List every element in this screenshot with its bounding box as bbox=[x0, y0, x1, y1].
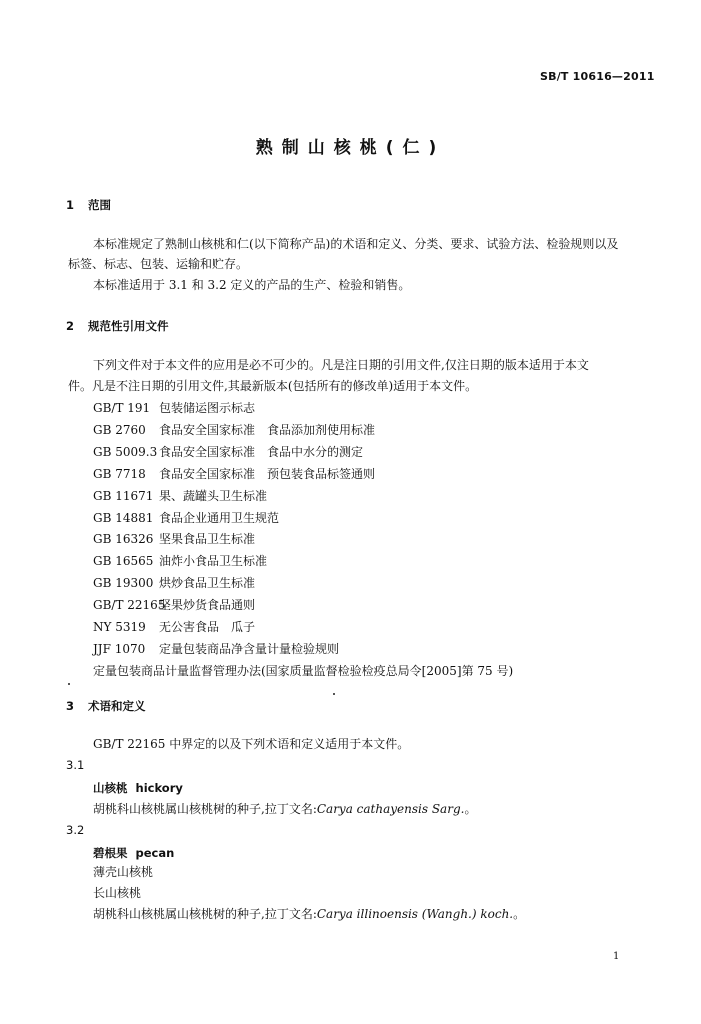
section-2-intro-line1: 下列文件对于本文件的应用是必不可少的。凡是注日期的引用文件,仅注日期的版本适用于本文 bbox=[93, 358, 589, 372]
reference-title: 食品安全国家标准 食品添加剂使用标准 bbox=[159, 423, 376, 437]
clause-3-2-synonym: 长山核桃 bbox=[93, 886, 142, 900]
reference-title: 烘炒食品卫生标准 bbox=[159, 576, 256, 590]
reference-item bbox=[93, 443, 363, 460]
reference-title: 食品安全国家标准 食品中水分的测定 bbox=[159, 445, 364, 459]
page-number: 1 bbox=[613, 951, 620, 962]
reference-code: GB 16565 bbox=[93, 554, 154, 568]
latin-name: Carya cathayensis Sarg. bbox=[316, 802, 465, 816]
clause-3-1-definition bbox=[93, 799, 476, 819]
section-3-number: 3 bbox=[66, 699, 75, 713]
definition-end: 。 bbox=[513, 907, 526, 921]
reference-item bbox=[93, 574, 255, 591]
reference-title: 油炸小食品卫生标准 bbox=[159, 554, 268, 568]
term-chinese: 碧根果 bbox=[93, 846, 128, 860]
section-1-para1-line1: 本标准规定了熟制山核桃和仁(以下简称产品)的术语和定义、分类、要求、试验方法、检验规则以及 bbox=[93, 237, 619, 251]
reference-item bbox=[93, 552, 267, 569]
term-english: pecan bbox=[135, 846, 175, 860]
section-2-title: 规范性引用文件 bbox=[88, 319, 169, 333]
reference-item bbox=[93, 596, 255, 613]
reference-item bbox=[93, 465, 375, 482]
reference-code: GB 16326 bbox=[93, 532, 154, 546]
reference-code: GB 19300 bbox=[93, 576, 154, 590]
reference-title: 包装储运图示标志 bbox=[159, 401, 256, 415]
reference-last: 定量包装商品计量监督管理办法(国家质量监督检验检疫总局令[2005]第 75 号) bbox=[93, 664, 514, 678]
reference-title: 坚果食品卫生标准 bbox=[159, 532, 256, 546]
reference-item bbox=[93, 509, 279, 526]
section-2-heading bbox=[66, 318, 169, 334]
document-title: 熟制山核桃(仁) bbox=[255, 138, 446, 158]
section-2-number: 2 bbox=[66, 319, 75, 333]
reference-code: GB 5009.3 bbox=[93, 445, 158, 459]
section-1-title: 范围 bbox=[88, 198, 111, 212]
reference-code: GB 2760 bbox=[93, 423, 146, 437]
section-3-intro: GB/T 22165 中界定的以及下列术语和定义适用于本文件。 bbox=[93, 737, 410, 751]
definition-text: 胡桃科山核桃属山核桃树的种子,拉丁文名: bbox=[93, 907, 317, 921]
reference-item bbox=[93, 487, 267, 504]
reference-item bbox=[93, 421, 375, 438]
reference-code: GB/T 191 bbox=[93, 401, 151, 415]
reference-title: 食品企业通用卫生规范 bbox=[159, 511, 280, 525]
term-english: hickory bbox=[135, 781, 183, 795]
clause-3-2-term bbox=[93, 845, 174, 861]
scan-speck bbox=[333, 693, 335, 695]
reference-code: NY 5319 bbox=[93, 620, 146, 634]
section-1-para2: 本标准适用于 3.1 和 3.2 定义的产品的生产、检验和销售。 bbox=[93, 278, 411, 292]
standard-code: SB/T 10616—2011 bbox=[540, 70, 655, 83]
reference-title: 坚果炒货食品通则 bbox=[159, 598, 256, 612]
clause-3-2-synonym: 薄壳山核桃 bbox=[93, 865, 154, 879]
reference-code: GB 14881 bbox=[93, 511, 154, 525]
reference-item bbox=[93, 530, 255, 547]
section-1-heading bbox=[66, 197, 111, 213]
section-1-para1-line2: 标签、标志、包装、运输和贮存。 bbox=[68, 257, 249, 271]
reference-code: GB 7718 bbox=[93, 467, 146, 481]
reference-title: 无公害食品 瓜子 bbox=[159, 620, 256, 634]
reference-code: JJF 1070 bbox=[93, 642, 146, 656]
section-3-title: 术语和定义 bbox=[88, 699, 146, 713]
definition-end: 。 bbox=[464, 802, 477, 816]
latin-name: Carya illinoensis (Wangh.) koch. bbox=[316, 907, 514, 921]
reference-title: 果、蔬罐头卫生标准 bbox=[159, 489, 268, 503]
section-3-heading bbox=[66, 698, 146, 714]
clause-3-1-number: 3.1 bbox=[66, 758, 85, 772]
reference-code: GB 11671 bbox=[93, 489, 154, 503]
clause-3-2-definition bbox=[93, 904, 525, 924]
clause-3-1-term bbox=[93, 780, 183, 796]
reference-item bbox=[93, 618, 255, 635]
section-1-number: 1 bbox=[66, 198, 75, 212]
clause-3-2-number: 3.2 bbox=[66, 823, 85, 837]
term-chinese: 山核桃 bbox=[93, 781, 128, 795]
reference-code: GB/T 22165 bbox=[93, 598, 166, 612]
reference-item bbox=[93, 640, 339, 657]
reference-title: 定量包装商品净含量计量检验规则 bbox=[159, 642, 340, 656]
reference-item bbox=[93, 399, 255, 416]
scan-speck bbox=[68, 683, 70, 685]
section-2-intro-line2: 件。凡是不注日期的引用文件,其最新版本(包括所有的修改单)适用于本文件。 bbox=[68, 379, 478, 393]
reference-title: 食品安全国家标准 预包装食品标签通则 bbox=[159, 467, 376, 481]
definition-text: 胡桃科山核桃属山核桃树的种子,拉丁文名: bbox=[93, 802, 317, 816]
